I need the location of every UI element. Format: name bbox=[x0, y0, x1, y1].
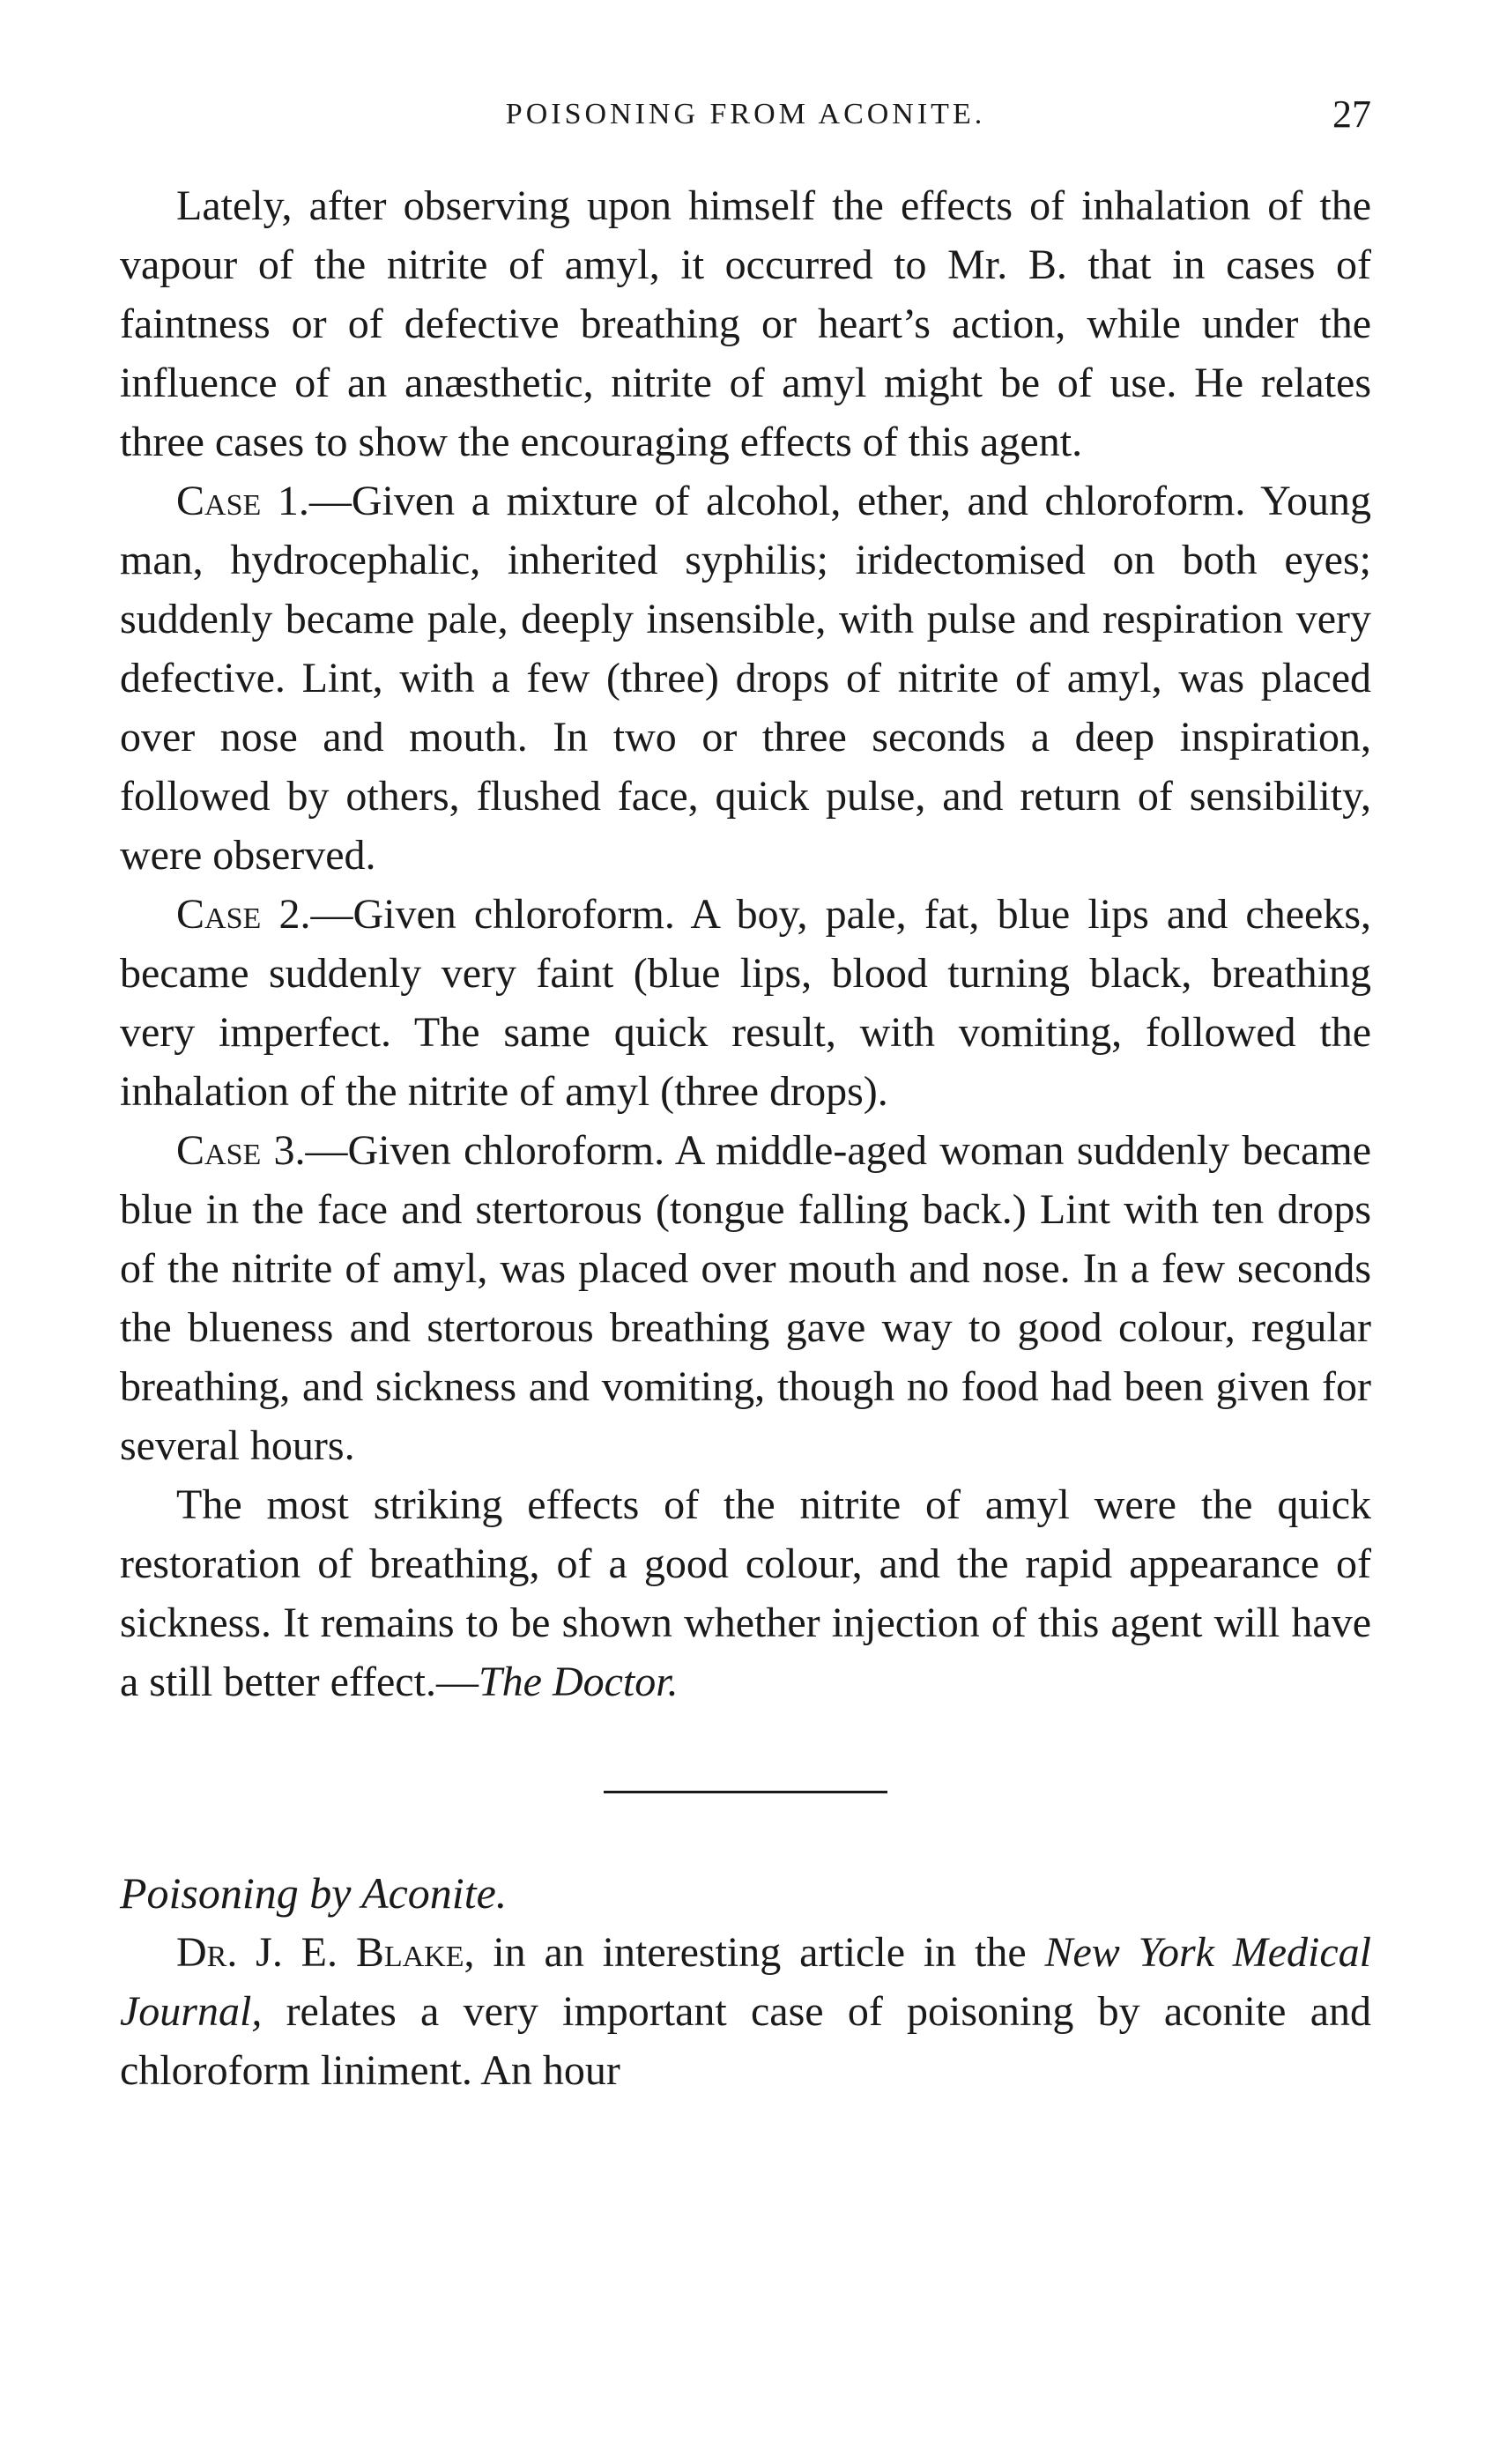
case-label: Case bbox=[176, 478, 262, 524]
section-heading: Poisoning by Aconite. bbox=[120, 1868, 508, 1918]
running-title: POISONING FROM ACONITE. bbox=[505, 98, 986, 130]
paragraph-case-2 bbox=[120, 885, 1371, 1121]
journal-title: New York Medical Journal, bbox=[120, 1929, 1372, 2035]
paragraph-case-3 bbox=[120, 1121, 1371, 1475]
case-text: —Given a mixture of alcohol, ether, and chloroform. Young man, hydrocephalic, inherited syphilis; iridectomised on both eyes; suddenly became pale, deeply insensible, with pulse and respiration very defective. Lint, with a few (three) drops of nitrite of amyl, was placed over nose and mouth. In two or three seconds a deep inspiration, followed by others, flushed face, quick pulse, and return of sensibility, were observed. bbox=[120, 478, 1372, 879]
case-number: 1. bbox=[277, 478, 309, 524]
paragraph-summary bbox=[120, 1475, 1371, 1711]
case-number: 3. bbox=[273, 1127, 306, 1174]
case-label: Case bbox=[176, 891, 262, 938]
case-text: —Given chloroform. A boy, pale, fat, blue lips and cheeks, became suddenly very faint (blue lips, blood turning black, breathing very imperfect. The same quick result, with vomiting, followed the inhalation of the nitrite of amyl (three drops). bbox=[120, 891, 1371, 1115]
case-label: Case bbox=[176, 1127, 262, 1174]
author-name: Blake bbox=[355, 1929, 464, 1976]
author-prefix: Dr. J. E. bbox=[176, 1929, 356, 1976]
aconite-text-a: , in an interesting article in the bbox=[464, 1929, 1045, 1976]
source-citation: The Doctor. bbox=[478, 1659, 679, 1705]
case-text: —Given chloroform. A middle-aged woman suddenly became blue in the face and stertorous (tongue falling back.) Lint with ten drops of the nitrite of amyl, was placed over mouth and nose. In a few seconds the blueness and stertorous breathing gave way to good colour, regular breathing, and sickness and vomiting, though no food had been given for several hours. bbox=[120, 1127, 1372, 1469]
paragraph-case-1 bbox=[120, 471, 1371, 885]
section-divider bbox=[604, 1791, 887, 1793]
body-text bbox=[120, 176, 1371, 2100]
aconite-text-b: relates a very important case of poisoning by aconite and chloroform liniment. An hour bbox=[120, 1988, 1371, 2094]
paragraph-aconite bbox=[120, 1923, 1371, 2100]
case-number: 2. bbox=[278, 891, 311, 938]
page-number: 27 bbox=[1332, 93, 1371, 136]
paragraph-intro: Lately, after observing upon himself the effects of inhalation of the vapour of the nitrite of amyl, it occurred to Mr. B. that in cases of faintness or of defective breathing or heart’s action, while under the influence of an anæsthetic, nitrite of amyl might be of use. He relates three cases to show the encouraging effects of this agent. bbox=[120, 182, 1371, 465]
summary-text: The most striking effects of the nitrite of amyl were the quick restoration of breathing, of a good colour, and the rapid appearance of sickness. It remains to be shown whether injection of this agent will have a still better effect.— bbox=[120, 1481, 1371, 1705]
running-head bbox=[120, 88, 1371, 141]
